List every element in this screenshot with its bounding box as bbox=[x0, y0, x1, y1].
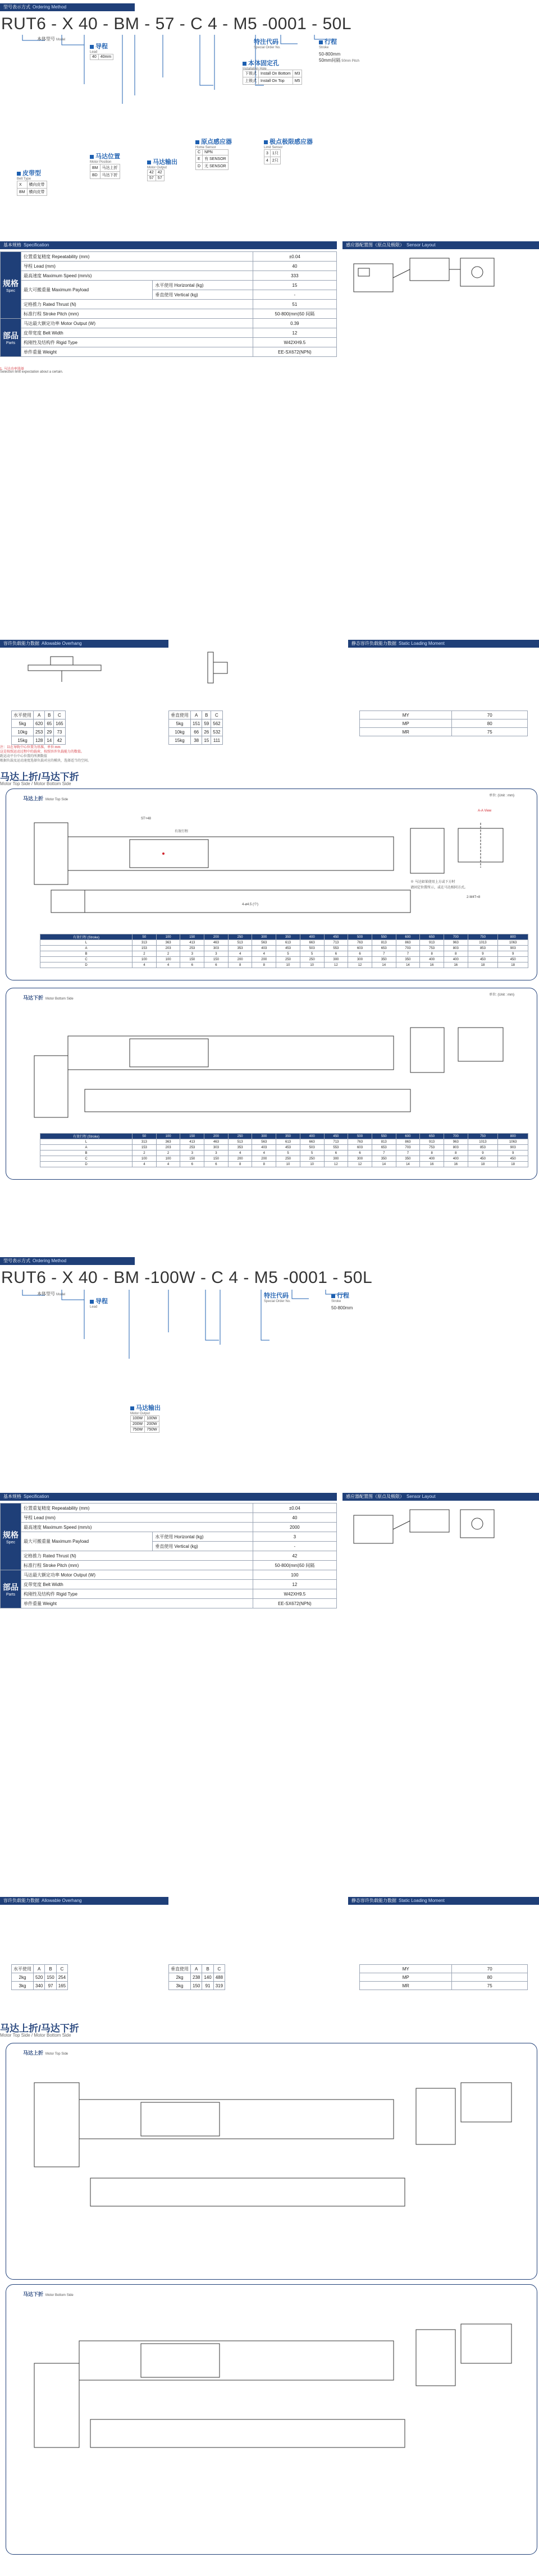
lead-label-1: 导程 Lead bbox=[90, 43, 108, 54]
stroke-step-1: 50mm间隔 50mm Pitch bbox=[319, 58, 359, 63]
special-label-2: 特注代码 Special Order No. bbox=[264, 1292, 291, 1303]
panel-label-bottom-2: 马达下折 Motor Bottom Side bbox=[23, 2291, 74, 2297]
spec-note-1: Selection limit expectation about a certain. bbox=[0, 370, 63, 374]
sensor-header-1: 感应器配置图（原点及极限） Sensor Layout bbox=[342, 241, 539, 249]
moment-table-1: MY 70 MP 80 MR 75 bbox=[359, 711, 528, 736]
drawing-motor-top-2 bbox=[17, 2060, 523, 2223]
sensor-header-2: 感应器配置图（原点及极限） Sensor Layout bbox=[342, 1493, 539, 1501]
model-label-2: 本体型号 Model bbox=[37, 1291, 66, 1296]
motor-out-table-1: 42 42 57 57 bbox=[147, 169, 165, 181]
drawing-subtitle-2: Motor Top Side / Motor Bottom Side bbox=[0, 2033, 71, 2038]
motor-out-label-1: 马达输出 Motor Output bbox=[147, 159, 177, 169]
label-tap-1: 2-M4T=8 bbox=[467, 896, 481, 899]
ordering-header-2: 型号表示方式 Ordering Method bbox=[0, 1257, 135, 1265]
label-rrk-1: ST+48 bbox=[141, 817, 151, 821]
belt-type-label-1: 皮带型 Belt Type bbox=[17, 170, 41, 181]
overhang-note-1d: 根据负载及运动速度选择负载对应的模块，选择适当的空间。 bbox=[0, 759, 92, 763]
panel-unit-bottom-1: 单位: (Unit : mm) bbox=[489, 993, 514, 997]
overhang-header-2: 容许负载能力数据 Allowable Overhang bbox=[0, 1897, 168, 1905]
install-hole-label-1: 本体固定孔 Installation Hole bbox=[243, 60, 279, 71]
install-hole-table-1: 下锁式 Install On Bottom M3 上锁式 Install On Top M5 bbox=[243, 70, 302, 85]
overhang-note-1a: 注：以在导轨中心位置为基准，单位:mm bbox=[0, 746, 61, 749]
stroke-range-2: 50-800mm bbox=[331, 1305, 353, 1310]
overhang-diagram-v-1 bbox=[168, 651, 258, 685]
panel-label-bottom-1: 马达下折 Motor Bottom Side bbox=[23, 995, 74, 1001]
spec-note-red-1: 1. 马达功率选择 bbox=[0, 368, 24, 371]
motor-pos-table-1: BM 马达上折 BD 马达下折 bbox=[90, 164, 120, 179]
overhang-table-v-1: 垂直使用 A B C 5kg 151 59 562 10kg 66 26 532 15kg 38 15 111 bbox=[168, 711, 223, 745]
belt-type-table-1: X 横向皮带 BM 横向皮带 bbox=[17, 181, 47, 196]
drawing-panel-bottom-2 bbox=[6, 2284, 537, 2555]
dim-table-bottom-1: 有效行程 (Stroke) 50 100 150 200 250 300 350 400 450 500 550 600 650 700 750 800 L 313 363 413 463 513 563 613 663 713 763 813 863 913 963 1013 1063 A 153 203 253 303 353 403 453 503 553 603 653 703 753 803 853 903 B 2 2 3 3 4 4 5 5 6 6 7 7 8 8 9 9 C 100 100 150 150 200 200 250 250 300 300 350 350 400 400 450 450 D 4 4 6 6 8 8 10 10 12 12 14 14 16 16 18 18 bbox=[40, 1133, 528, 1167]
model-code-2: RUT6 - X 40 - BM -100W - C 4 - M5 -0001 - 50L bbox=[1, 1268, 373, 1287]
label-note-b-1: 请固定位置所示，或在马达相同方式。 bbox=[410, 886, 468, 890]
lead-label-2: 导程 Lead bbox=[90, 1298, 108, 1309]
home-sensor-table-1: C NPN E 有 SENSOR D 无 SENSOR bbox=[195, 149, 229, 170]
spec-table-2: 规格 Spec 位置重复精度 Repeatability (mm) ±0.04 导程 Lead (mm) 40 最高速度 Maximum Speed (mm/s) 2000 最大可搬重量 Maximum Payload 水平使用 Horizontal (kg) 3 垂直使用 Vertical (kg) - 定格推力 Rated Thrust (N) 42 标准行程 Stroke Pitch (mm) 50-800(mm)50 间隔 部品 Parts 马达最大额定功率 Motor Output (W) 100 皮带宽度 Belt Width 12 构刚性及结构件 Rigid Type W42XH9.5 单件重量 Weight EE-SX672(NPN) bbox=[0, 1503, 337, 1608]
stroke-label-1: 行程 Stroke bbox=[319, 39, 337, 49]
home-sensor-label-1: 原点感应器 Home Sensor bbox=[195, 139, 232, 149]
moment-table-2: MY 70 MP 80 MR 75 bbox=[359, 1964, 528, 1990]
overhang-diagram-h-1 bbox=[22, 651, 112, 685]
label-hole-1: 4-ø4.5 (中) bbox=[242, 903, 259, 906]
ordering-header-1: 型号表示方式 Ordering Method bbox=[0, 3, 135, 11]
drawing-panel-top-1 bbox=[6, 789, 537, 980]
moment-header-1: 静态容许负载能力数据 Static Loading Moment bbox=[348, 640, 539, 648]
spec-table-1: 规格 Spec 位置重复精度 Repeatability (mm) ±0.04 导程 Lead (mm) 40 最高速度 Maximum Speed (mm/s) 333 最大可搬重量 Maximum Payload 水平使用 Horizontal (kg) 15 垂直使用 Vertical (kg) - 定格推力 Rated Thrust (N) 51 标准行程 Stroke Pitch (mm) 50-800(mm)50 间隔 部品 Parts 马达最大额定功率 Motor Output (W) 0.39 皮带宽度 Belt Width 12 构刚性及结构件 Rigid Type W42XH9.5 单件重量 Weight EE-SX672(NPN) bbox=[0, 251, 337, 357]
lead-table-1: 40 40mm bbox=[90, 54, 113, 60]
overhang-table-h-2: 水平使用 A B C 2kg 520 150 254 3kg 340 97 165 bbox=[11, 1964, 68, 1990]
spec-header-2: 基本规格 Specification bbox=[0, 1493, 337, 1501]
drawing-title-2: 马达上折/马达下折 bbox=[0, 2023, 79, 2034]
sensor-layout-diagram-1 bbox=[348, 253, 533, 309]
label-stroke-1: 有效行程 bbox=[175, 830, 189, 833]
overhang-note-1c: 距运动平台中心位置的所测数值 bbox=[0, 755, 48, 758]
drawing-panel-top-2 bbox=[6, 2043, 537, 2280]
special-label-1: 特注代码 Special Order No. bbox=[254, 39, 281, 49]
drawing-motor-bottom-1 bbox=[17, 1005, 523, 1123]
limit-sensor-table-1: 3 1只 4 2只 bbox=[264, 149, 281, 164]
moment-header-2: 静态容许负载能力数据 Static Loading Moment bbox=[348, 1897, 539, 1905]
overhang-table-h-1: 水平使用 A B C 5kg 620 65 165 10kg 253 29 73 15kg 128 14 42 bbox=[11, 711, 66, 745]
dim-table-top-1: 有效行程 (Stroke) 50 100 150 200 250 300 350 400 450 500 550 600 650 700 750 800 L 313 363 413 463 513 563 613 663 713 763 813 863 913 963 1013 1063 A 153 203 253 303 353 403 453 503 553 603 653 703 753 803 853 903 B 2 2 3 3 4 4 5 5 6 6 7 7 8 8 9 9 C 100 100 150 150 200 200 250 250 300 300 350 350 400 400 450 450 D 4 4 6 6 8 8 10 10 12 12 14 14 16 16 18 18 bbox=[40, 934, 528, 968]
label-view-1: A-A View bbox=[478, 809, 492, 813]
panel-label-top-1: 马达上折 Motor Top Side bbox=[23, 796, 68, 801]
overhang-table-v-2: 垂直使用 A B C 2kg 238 140 488 3kg 150 91 319 bbox=[168, 1964, 225, 1990]
overhang-note-1b: 这是按照运动过程中的载荷，按照容许负载能力的数值。 bbox=[0, 750, 85, 754]
drawing-motor-top-1 bbox=[17, 806, 523, 924]
stroke-label-2: 行程 Stroke bbox=[331, 1292, 349, 1303]
drawing-title-1: 马达上折/马达下折 bbox=[0, 772, 79, 782]
label-note-a-1: ※ 马达如果使用上方或下方时 bbox=[410, 881, 455, 884]
overhang-header-1: 容许负载能力数据 Allowable Overhang bbox=[0, 640, 168, 648]
drawing-subtitle-1: Motor Top Side / Motor Bottom Side bbox=[0, 781, 71, 786]
drawing-motor-bottom-2 bbox=[17, 2302, 523, 2470]
limit-sensor-label-1: 极点极限感应器 Limit Sensor bbox=[264, 139, 313, 149]
sensor-layout-diagram-2 bbox=[348, 1504, 533, 1560]
model-code-1: RUT6 - X 40 - BM - 57 - C 4 - M5 -0001 - 50L bbox=[1, 15, 352, 33]
panel-label-top-2: 马达上折 Motor Top Side bbox=[23, 2050, 68, 2056]
drawing-panel-bottom-1 bbox=[6, 988, 537, 1180]
motor-out-table-2: 100W 100W 200W 200W 750W 750W bbox=[130, 1415, 159, 1433]
model-label-1: 本体型号 Model bbox=[37, 36, 66, 42]
motor-pos-label-1: 马达位置 Motor Position bbox=[90, 153, 120, 164]
panel-unit-top-1: 单位: (Unit : mm) bbox=[489, 794, 514, 797]
motor-out-label-2: 马达输出 Motor Output bbox=[130, 1405, 161, 1415]
spec-header-1: 基本规格 Specification bbox=[0, 241, 337, 249]
stroke-range-1: 50-800mm bbox=[319, 52, 341, 57]
